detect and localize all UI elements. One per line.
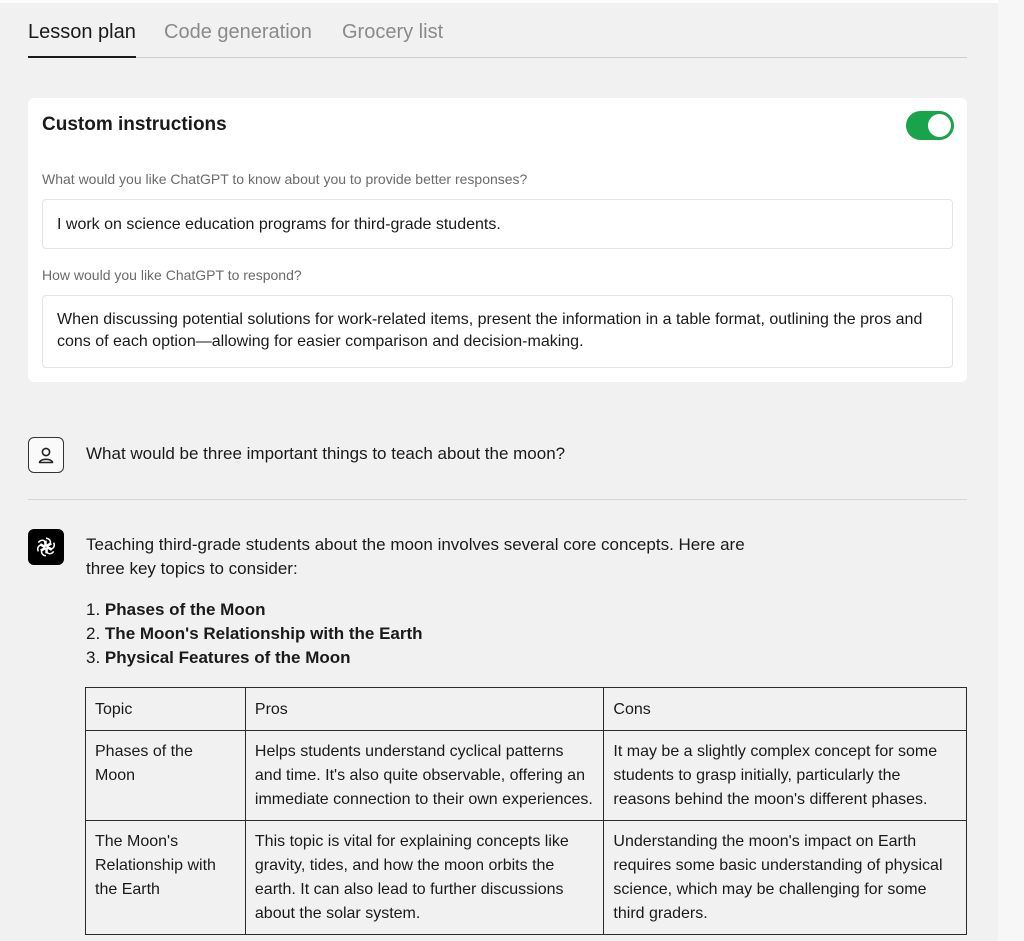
- cons-cell: It may be a slightly complex concept for some students to grasp initially, particularly the reasons behind the moon's different phases.: [604, 731, 967, 821]
- list-item: [86, 622, 423, 646]
- right-margin: [998, 0, 1024, 941]
- topic-cell: Phases of the Moon: [86, 731, 246, 821]
- list-item: [86, 646, 423, 670]
- list-text: Phases of the Moon: [104, 600, 266, 619]
- custom-instructions-title: Custom instructions: [42, 114, 227, 135]
- list-number: 2.: [86, 624, 101, 643]
- tab-code-generation[interactable]: Code generation: [164, 21, 312, 43]
- response-style-field[interactable]: When discussing potential solutions for work-related items, present the information in a table format, outlining the pros and cons of each option—allowing for easier comparison and decision-making.: [42, 295, 953, 368]
- column-header-pros: Pros: [245, 688, 604, 731]
- column-header-cons: Cons: [604, 688, 967, 731]
- openai-logo-icon: [34, 535, 58, 559]
- example-tabs: [28, 18, 967, 58]
- list-number: 1.: [86, 600, 101, 619]
- assistant-intro: Teaching third-grade students about the moon involves several core concepts. Here are three key topics to consider:: [86, 535, 745, 578]
- toggle-knob: [928, 114, 951, 137]
- pros-cell: This topic is vital for explaining concepts like gravity, tides, and how the moon orbits the earth. It can also lead to further discussions about the solar system.: [245, 821, 604, 935]
- user-avatar: [28, 437, 64, 473]
- tab-lesson-plan[interactable]: Lesson plan: [28, 18, 136, 46]
- message-divider: [28, 499, 967, 500]
- user-message: What would be three important things to teach about the moon?: [86, 444, 566, 463]
- tab-grocery-list[interactable]: Grocery list: [342, 21, 444, 43]
- top-edge: [0, 0, 1024, 3]
- table-row: [86, 731, 967, 821]
- pros-cons-table: [85, 687, 967, 935]
- table-header-row: [86, 688, 967, 731]
- list-text: Physical Features of the Moon: [104, 648, 351, 667]
- pros-cell: Helps students understand cyclical patterns and time. It's also quite observable, offering an immediate connection to their own experiences.: [245, 731, 604, 821]
- list-item: [86, 598, 423, 622]
- topic-list: [86, 598, 423, 670]
- assistant-avatar: [28, 529, 64, 565]
- list-number: 3.: [86, 648, 101, 667]
- user-icon: [36, 445, 56, 465]
- list-text: The Moon's Relationship with the Earth: [104, 624, 423, 643]
- custom-instructions-toggle[interactable]: [906, 111, 954, 140]
- question-respond-label: How would you like ChatGPT to respond?: [42, 267, 302, 283]
- column-header-topic: Topic: [86, 688, 246, 731]
- topic-cell: The Moon's Relationship with the Earth: [86, 821, 246, 935]
- table-row: [86, 821, 967, 935]
- about-you-field[interactable]: I work on science education programs for third-grade students.: [42, 199, 953, 249]
- custom-instructions-card: [28, 98, 967, 382]
- cons-cell: Understanding the moon's impact on Earth requires some basic understanding of physical science, which may be challenging for some third graders.: [604, 821, 967, 935]
- question-about-you-label: What would you like ChatGPT to know about you to provide better responses?: [42, 171, 528, 187]
